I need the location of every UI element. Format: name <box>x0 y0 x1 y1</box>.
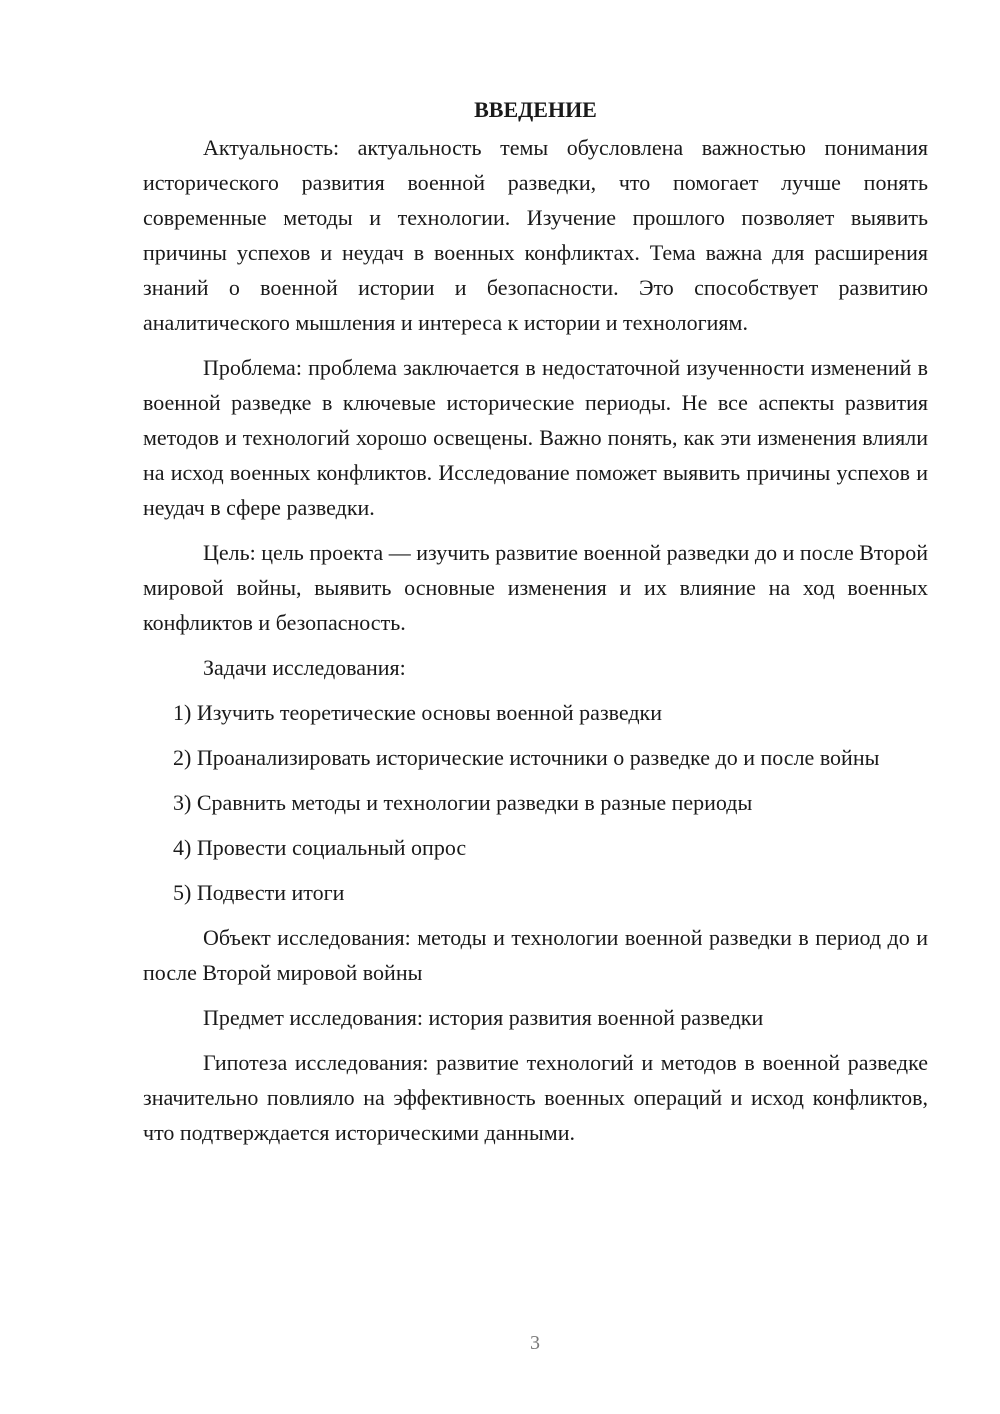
page-number: 3 <box>530 1332 540 1354</box>
relevance-paragraph: Актуальность: актуальность темы обусловлена важностью понимания исторического развития военной разведки, что помогает лучше понять современные методы и технологии. Изучение прошлого позволяет выявить причины успехов и неудач в военных конфликтах. Тема важна для расширения знаний о военной истории и безопасности. Это способствует развитию аналитического мышления и интереса к истории и технологиям. <box>143 135 928 335</box>
task-item-4: 4) Провести социальный опрос <box>173 835 467 860</box>
subject-paragraph: Предмет исследования: история развития военной разведки <box>203 1005 764 1030</box>
task-item-2: 2) Проанализировать исторические источники о разведке до и после войны <box>173 745 880 770</box>
object-paragraph: Объект исследования: методы и технологии военной разведки в период до и после Второй мировой войны <box>143 925 928 985</box>
goal-paragraph: Цель: цель проекта — изучить развитие военной разведки до и после Второй мировой войны, выявить основные изменения и их влияние на ход военных конфликтов и безопасность. <box>143 540 928 635</box>
tasks-heading: Задачи исследования: <box>203 655 406 680</box>
document-page <box>143 90 928 1160</box>
hypothesis-paragraph: Гипотеза исследования: развитие технологий и методов в военной разведке значительно повлияло на эффективность военных операций и исход конфликтов, что подтверждается историческими данными. <box>143 1050 928 1145</box>
task-item-1: 1) Изучить теоретические основы военной разведки <box>173 700 663 725</box>
problem-paragraph: Проблема: проблема заключается в недостаточной изученности изменений в военной разведке в ключевые исторические периоды. Не все аспекты развития методов и технологий хорошо освещены. Важно понять, как эти изменения влияли на исход военных конфликтов. Исследование поможет выявить причины успехов и неудач в сфере разведки. <box>143 355 928 520</box>
page-title: ВВЕДЕНИЕ <box>474 97 597 122</box>
task-item-5: 5) Подвести итоги <box>173 880 345 905</box>
task-item-3: 3) Сравнить методы и технологии разведки в разные периоды <box>173 790 753 815</box>
